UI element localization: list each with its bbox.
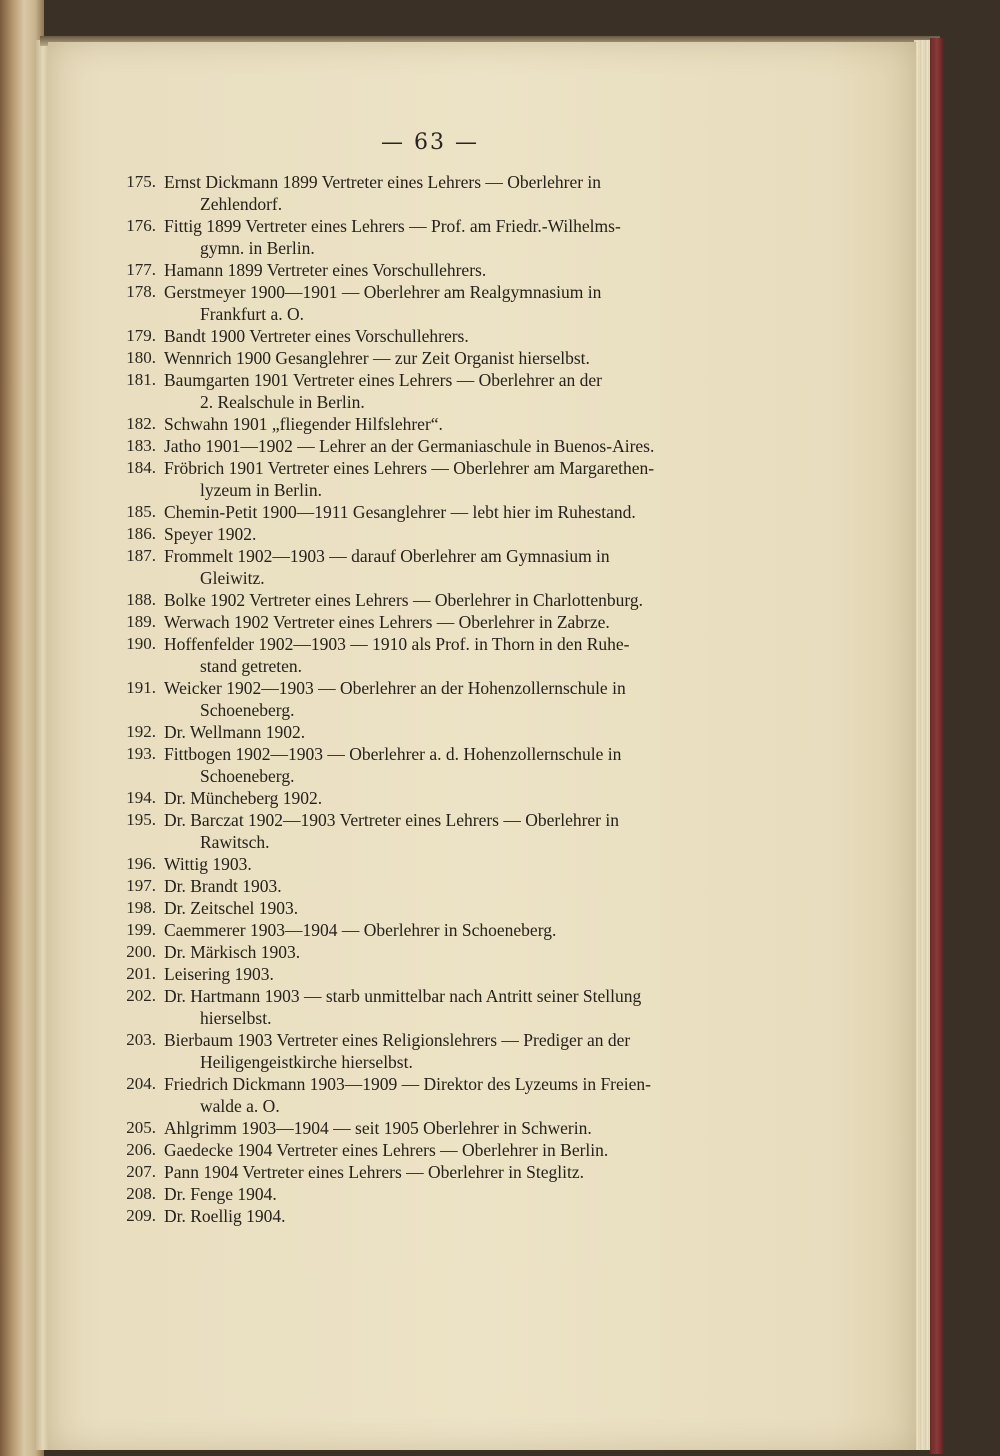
entry-number: 191. xyxy=(126,678,156,697)
entry-text: Wittig 1903. xyxy=(164,854,252,874)
entry-number: 195. xyxy=(126,810,156,829)
entry-text: Caemmerer 1903—1904 — Oberlehrer in Schoeneberg. xyxy=(164,920,557,940)
entry-text: Leisering 1903. xyxy=(164,964,274,984)
entry-number: 185. xyxy=(126,502,156,521)
entry-number: 189. xyxy=(126,612,156,631)
entry-number: 187. xyxy=(126,546,156,565)
entry-text: Wennrich 1900 Gesanglehrer — zur Zeit Organist hierselbst. xyxy=(164,348,590,368)
page-number: — 63 — xyxy=(381,130,479,155)
entry-text-continuation: Heiligengeistkirche hierselbst. xyxy=(200,1052,413,1072)
entry-text-continuation: Frankfurt a. O. xyxy=(200,304,305,324)
entry-number: 180. xyxy=(126,348,156,367)
entry-text: Dr. Wellmann 1902. xyxy=(164,722,306,742)
entry-number: 193. xyxy=(126,744,156,763)
entry-number: 183. xyxy=(126,436,156,455)
entry-number: 200. xyxy=(126,942,156,961)
entry-number: 182. xyxy=(126,414,156,433)
entry-text-continuation: Zehlendorf. xyxy=(200,194,283,214)
entry-number: 197. xyxy=(126,876,156,895)
entry-text: Dr. Hartmann 1903 — starb unmittelbar nach Antritt seiner Stellung xyxy=(164,986,642,1006)
entry-text-continuation: stand getreten. xyxy=(200,656,303,676)
entry-text-continuation: Schoeneberg. xyxy=(200,700,295,720)
entry-text: Speyer 1902. xyxy=(164,524,257,544)
entry-text: Fittbogen 1902—1903 — Oberlehrer a. d. Hohenzollernschule in xyxy=(164,744,622,764)
entry-text: Schwahn 1901 „fliegender Hilfslehrer“. xyxy=(164,414,443,434)
entry-number: 186. xyxy=(126,524,156,543)
entry-number: 201. xyxy=(126,964,156,983)
entry-text-continuation: hierselbst. xyxy=(200,1008,272,1028)
entry-text: Ernst Dickmann 1899 Vertreter eines Lehrers — Oberlehrer in xyxy=(164,172,602,192)
entry-number: 181. xyxy=(126,370,156,389)
entry-number: 209. xyxy=(126,1206,156,1225)
entry-text: Baumgarten 1901 Vertreter eines Lehrers — Oberlehrer an der xyxy=(164,370,602,390)
entry-number: 196. xyxy=(126,854,156,873)
entry-text: Friedrich Dickmann 1903—1909 — Direktor des Lyzeums in Freien- xyxy=(164,1074,651,1094)
entry-text-continuation: Gleiwitz. xyxy=(200,568,265,588)
entry-number: 199. xyxy=(126,920,156,939)
entry-text: Dr. Müncheberg 1902. xyxy=(164,788,323,808)
entry-text: Dr. Barczat 1902—1903 Vertreter eines Lehrers — Oberlehrer in xyxy=(164,810,619,830)
entry-number: 175. xyxy=(126,172,156,191)
entry-text: Werwach 1902 Vertreter eines Lehrers — Oberlehrer in Zabrze. xyxy=(164,612,610,632)
entry-number: 204. xyxy=(126,1074,156,1093)
entry-number: 203. xyxy=(126,1030,156,1049)
entry-text: Bierbaum 1903 Vertreter eines Religionslehrers — Prediger an der xyxy=(164,1030,631,1050)
entry-number: 179. xyxy=(126,326,156,345)
entry-text: Dr. Märkisch 1903. xyxy=(164,942,301,962)
entry-number: 206. xyxy=(126,1140,156,1159)
entry-text: Fittig 1899 Vertreter eines Lehrers — Prof. am Friedr.-Wilhelms- xyxy=(164,216,621,236)
entry-number: 207. xyxy=(126,1162,156,1181)
entry-text: Jatho 1901—1902 — Lehrer an der Germaniaschule in Buenos-Aires. xyxy=(164,436,655,456)
entry-number: 178. xyxy=(126,282,156,301)
entry-text: Ahlgrimm 1903—1904 — seit 1905 Oberlehrer in Schwerin. xyxy=(164,1118,592,1138)
entry-text: Chemin-Petit 1900—1911 Gesanglehrer — lebt hier im Ruhestand. xyxy=(164,502,636,522)
entry-number: 177. xyxy=(126,260,156,279)
entry-text: Hoffenfelder 1902—1903 — 1910 als Prof. in Thorn in den Ruhe- xyxy=(164,634,630,654)
entry-number: 198. xyxy=(126,898,156,917)
entry-text: Gerstmeyer 1900—1901 — Oberlehrer am Realgymnasium in xyxy=(164,282,602,302)
entry-text-continuation: 2. Realschule in Berlin. xyxy=(200,392,365,412)
entry-text: Pann 1904 Vertreter eines Lehrers — Oberlehrer in Steglitz. xyxy=(164,1162,585,1182)
entry-number: 184. xyxy=(126,458,156,477)
entry-text: Weicker 1902—1903 — Oberlehrer an der Hohenzollernschule in xyxy=(164,678,626,698)
entry-number: 190. xyxy=(126,634,156,653)
entry-text-continuation: lyzeum in Berlin. xyxy=(200,480,322,500)
entry-text: Bandt 1900 Vertreter eines Vorschullehrers. xyxy=(164,326,469,346)
entry-number: 192. xyxy=(126,722,156,741)
entry-text-continuation: Rawitsch. xyxy=(200,832,270,852)
entry-text: Bolke 1902 Vertreter eines Lehrers — Oberlehrer in Charlottenburg. xyxy=(164,590,643,610)
entry-text: Gaedecke 1904 Vertreter eines Lehrers — Oberlehrer in Berlin. xyxy=(164,1140,609,1160)
entry-text: Dr. Zeitschel 1903. xyxy=(164,898,299,918)
right-book-cover xyxy=(930,38,944,1454)
entry-text: Dr. Fenge 1904. xyxy=(164,1184,277,1204)
entry-number: 202. xyxy=(126,986,156,1005)
entry-text: Dr. Roellig 1904. xyxy=(164,1206,286,1226)
entry-number: 176. xyxy=(126,216,156,235)
entry-text-continuation: Schoeneberg. xyxy=(200,766,295,786)
entry-number: 205. xyxy=(126,1118,156,1137)
entry-text: Frommelt 1902—1903 — darauf Oberlehrer am Gymnasium in xyxy=(164,546,610,566)
entry-number: 188. xyxy=(126,590,156,609)
entry-text: Hamann 1899 Vertreter eines Vorschullehrers. xyxy=(164,260,487,280)
entry-number: 194. xyxy=(126,788,156,807)
entry-number: 208. xyxy=(126,1184,156,1203)
entry-text: Dr. Brandt 1903. xyxy=(164,876,282,896)
entry-text: Fröbrich 1901 Vertreter eines Lehrers — Oberlehrer am Margarethen- xyxy=(164,458,655,478)
entry-text-continuation: gymn. in Berlin. xyxy=(200,238,315,258)
entry-text-continuation: walde a. O. xyxy=(200,1096,280,1116)
